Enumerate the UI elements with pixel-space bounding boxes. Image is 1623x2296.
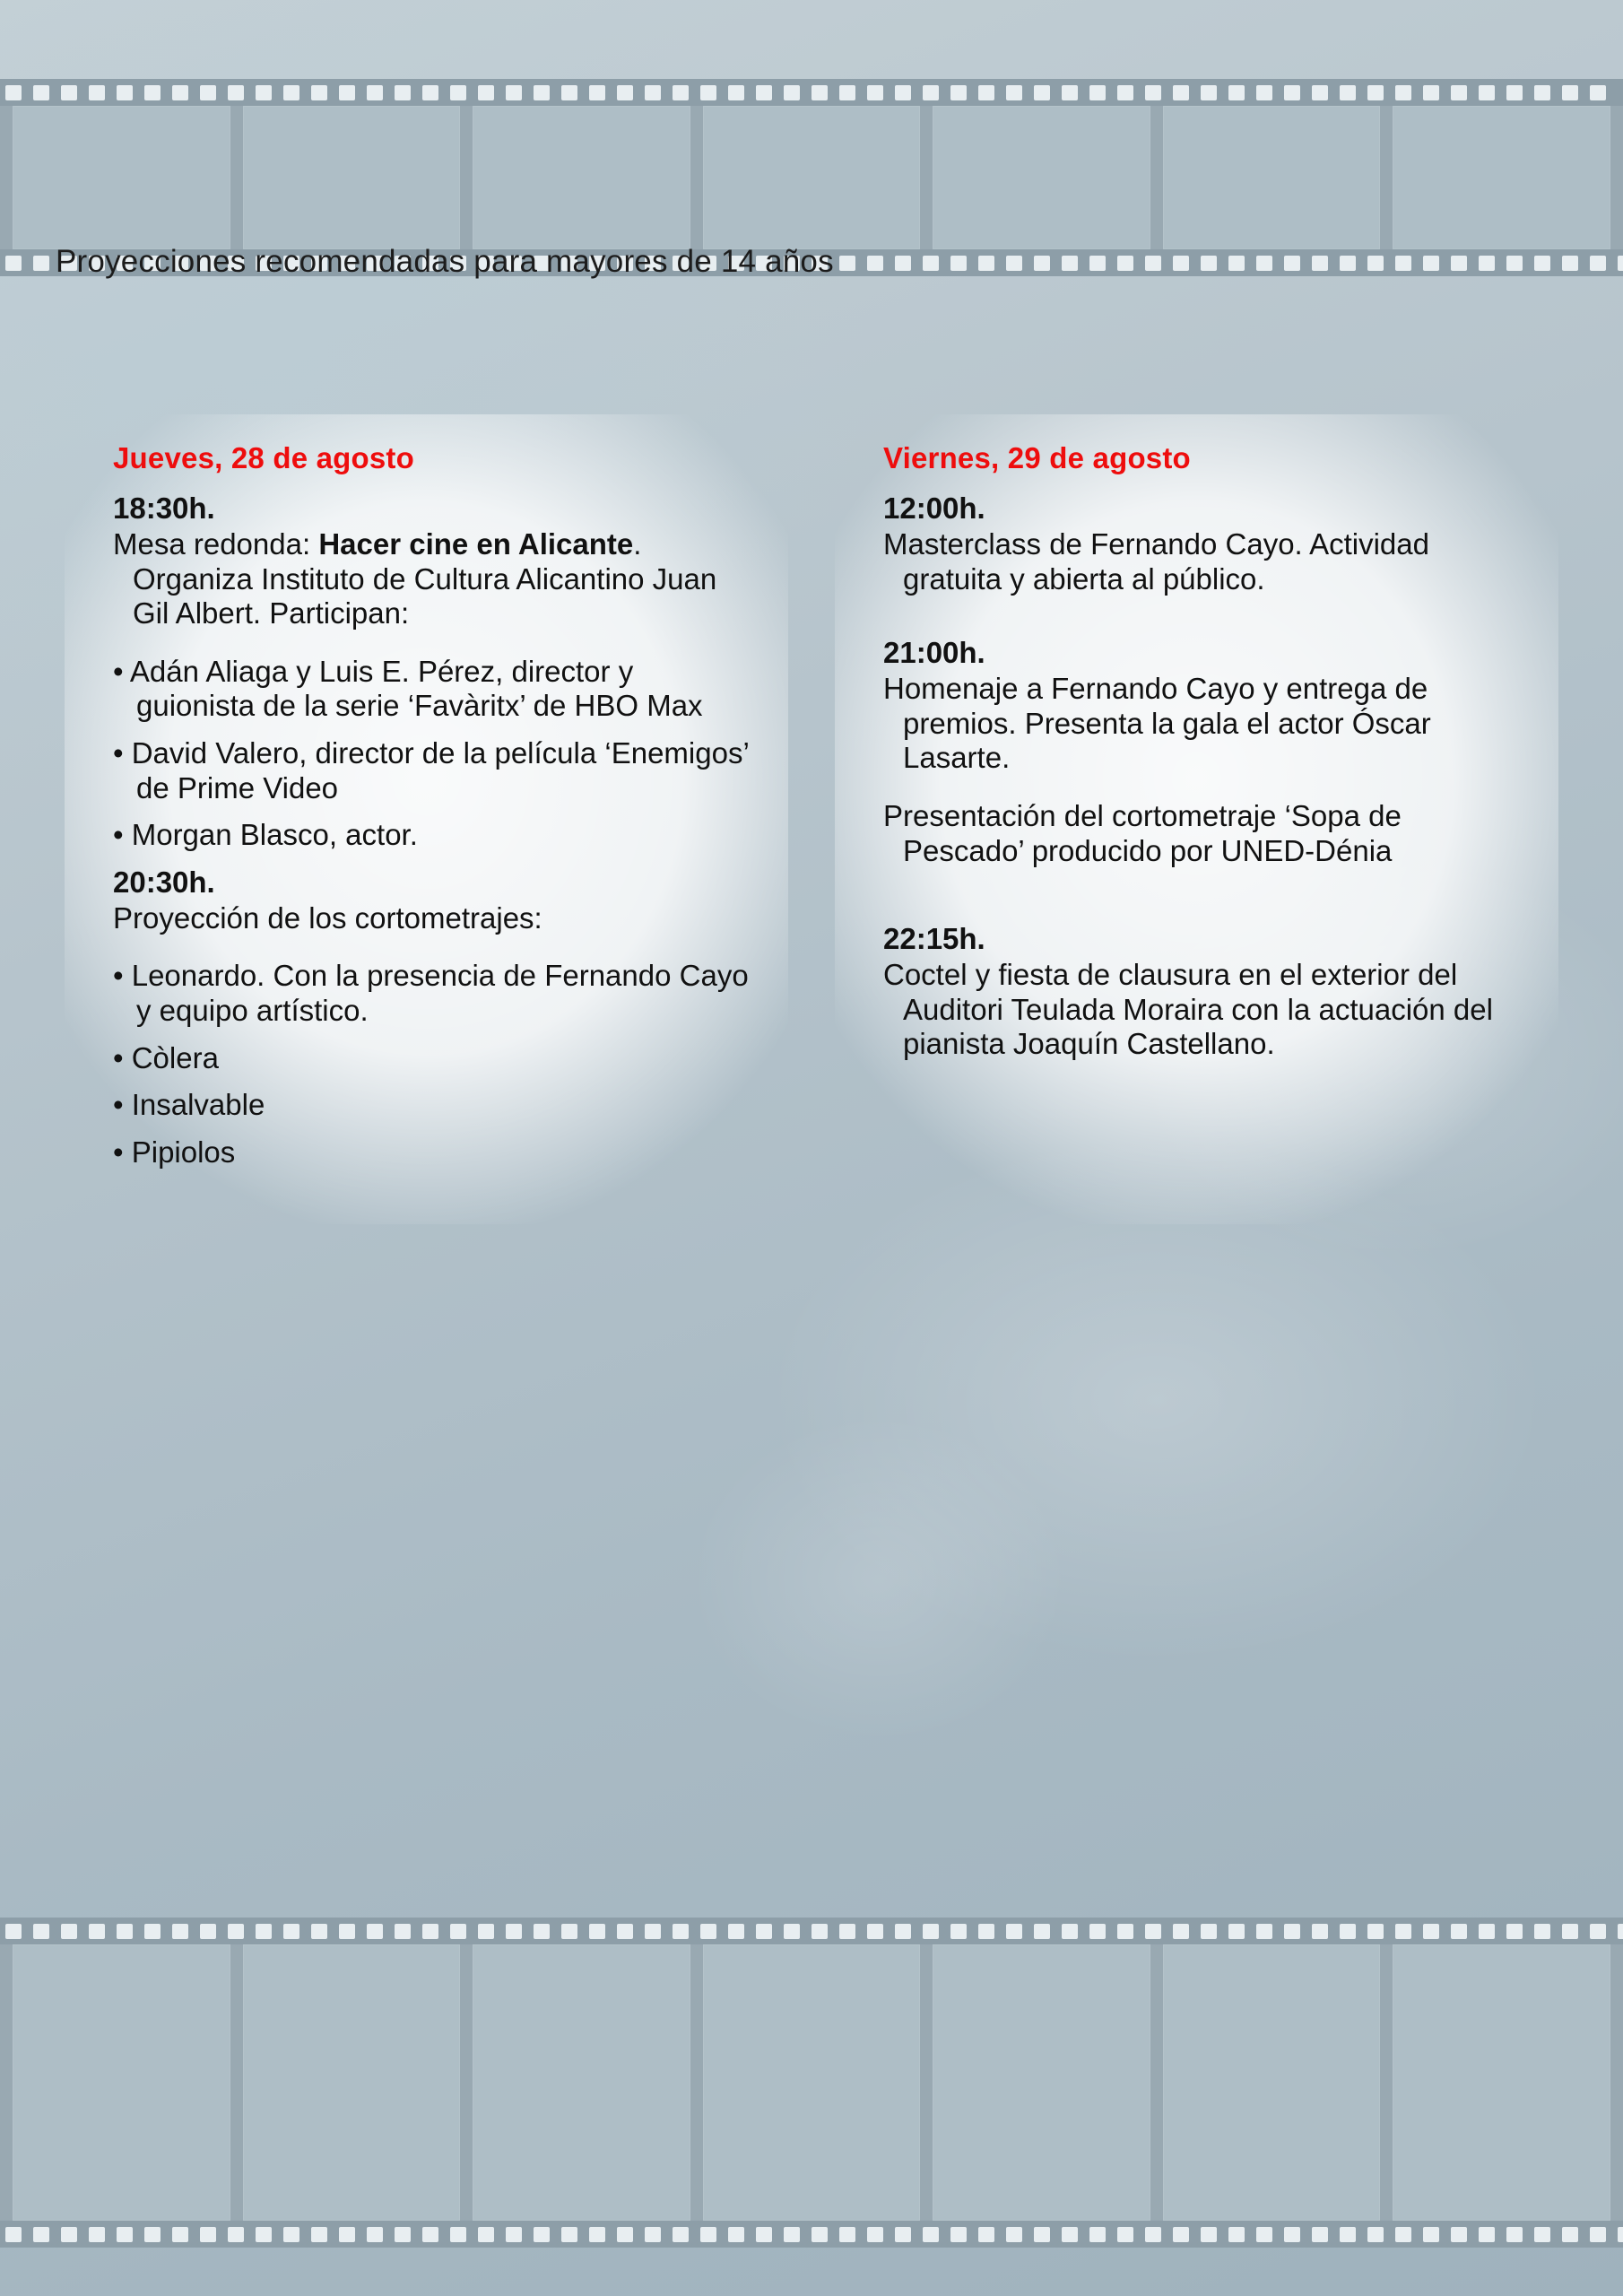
film-perforation [1173,1924,1189,1939]
film-perforation [200,1924,216,1939]
film-perforation [1506,1924,1523,1939]
list-item: • Pipiolos [113,1135,236,1169]
film-perforation-row-bottom [0,2221,1623,2248]
film-perforation [1506,85,1523,100]
film-perforation [450,1924,466,1939]
film-perforation [950,256,967,271]
film-perforation [1534,256,1550,271]
film-perforation [367,85,383,100]
film-frame [473,106,690,249]
film-perforation [1006,2227,1022,2242]
session-time: 18:30h. [113,491,215,525]
film-perforation [1228,1924,1245,1939]
film-frame [13,106,230,249]
film-frame [1393,1944,1610,2221]
film-perforation [1340,1924,1356,1939]
film-perforation [1089,2227,1106,2242]
program-column-friday [835,414,1558,1224]
film-perforation [395,85,411,100]
film-perforation [1089,1924,1106,1939]
film-perforation [1451,85,1467,100]
spacer [95,943,758,959]
spacer [865,783,1528,799]
session-time: 20:30h. [113,865,215,899]
film-perforation [645,2227,661,2242]
session-time: 21:00h. [883,636,985,670]
film-perforation [1062,85,1078,100]
session-text-lead: Mesa redonda: [113,527,319,561]
session-text-emphasis: Hacer cine en Alicante [318,527,634,561]
film-perforation [1312,85,1328,100]
day-title-friday: Viernes, 29 de agosto [883,441,1191,474]
film-perforation [117,2227,133,2242]
film-frame [703,106,921,249]
film-perforation [950,1924,967,1939]
film-perforation [1479,85,1495,100]
film-perforation [422,85,438,100]
film-perforation [784,1924,800,1939]
film-perforation [617,85,633,100]
film-perforation [1201,85,1217,100]
film-perforation [1367,2227,1384,2242]
film-perforation [1590,256,1606,271]
session-description: Presentación del cortometraje ‘Sopa de Pescado’ producido por UNED-Dénia [883,799,1402,867]
film-frame [1163,1944,1381,2221]
film-perforation [283,1924,299,1939]
film-perforation [1256,85,1272,100]
film-perforation [1618,256,1623,271]
film-perforation [812,1924,828,1939]
film-perforation [812,85,828,100]
film-perforation [1117,256,1133,271]
film-perforation [5,1924,22,1939]
session-time: 22:15h. [883,922,985,956]
session-description: Coctel y fiesta de clausura en el exterior del Auditori Teulada Moraira con la actuación del pianista Joaquín Castellano. [883,958,1493,1061]
film-perforation [283,85,299,100]
film-perforation [1228,2227,1245,2242]
film-perforation [812,2227,828,2242]
film-perforation [1618,1924,1623,1939]
film-perforation [978,256,994,271]
film-perforation [478,1924,494,1939]
film-perforation [1089,256,1106,271]
film-perforation [1201,1924,1217,1939]
film-frame [1393,106,1610,249]
film-perforation [228,85,244,100]
film-perforation [33,256,49,271]
film-perforation [784,2227,800,2242]
film-frame [933,106,1150,249]
film-perforation [1006,85,1022,100]
film-perforation [561,1924,577,1939]
film-perforation [1256,2227,1272,2242]
film-perforation [867,85,883,100]
film-perforation [617,1924,633,1939]
film-frames-band-top [0,106,1623,249]
film-perforation [395,2227,411,2242]
session-description [113,527,758,631]
film-perforation [1534,1924,1550,1939]
film-perforation [1367,256,1384,271]
film-perforation [144,85,161,100]
film-perforation [1340,85,1356,100]
film-perforation [895,85,911,100]
film-perforation [1034,85,1050,100]
film-perforation [978,1924,994,1939]
film-perforation [1423,85,1439,100]
film-perforation [700,85,716,100]
film-perforation [534,2227,550,2242]
age-recommendation-note: Proyecciones recomendadas para mayores de 14 años [56,244,834,279]
film-frame [13,1944,230,2221]
film-perforation [867,1924,883,1939]
film-perforation [839,256,855,271]
film-perforation [1367,85,1384,100]
film-perforation [978,2227,994,2242]
film-perforation [339,85,355,100]
film-perforation [61,2227,77,2242]
list-item: • Còlera [113,1040,219,1074]
session-text-tail: . Organiza Instituto de Cultura Alicantino Juan Gil Albert. Participan: [133,527,717,631]
film-perforation [1006,1924,1022,1939]
film-perforation [33,2227,49,2242]
film-frame [703,1944,921,2221]
film-perforation [1395,1924,1411,1939]
film-perforation [172,1924,188,1939]
film-perforation [978,85,994,100]
film-perforation [5,256,22,271]
film-perforation [839,1924,855,1939]
spacer [95,639,758,655]
film-frame [1163,106,1381,249]
film-perforation [895,2227,911,2242]
film-perforation [1506,2227,1523,2242]
film-perforation [589,2227,605,2242]
list-item: • David Valero, director de la película ‘Enemigos’ de Prime Video [113,736,749,804]
film-frame [243,1944,461,2221]
film-perforation [367,1924,383,1939]
film-perforation [144,2227,161,2242]
film-perforation [5,85,22,100]
film-perforation [1590,2227,1606,2242]
film-perforation [1034,2227,1050,2242]
program-column-thursday [65,414,788,1224]
film-perforation [867,2227,883,2242]
film-perforation [1423,1924,1439,1939]
film-perforation [1534,85,1550,100]
film-perforation [1228,256,1245,271]
film-perforation [1284,1924,1300,1939]
film-perforation [1395,85,1411,100]
film-frame [473,1944,690,2221]
film-perforation [645,1924,661,1939]
film-perforation [1173,256,1189,271]
film-perforation [673,2227,689,2242]
film-perforation [728,2227,744,2242]
film-perforation [450,85,466,100]
film-perforation [339,2227,355,2242]
film-perforation [1479,2227,1495,2242]
film-perforation [1117,85,1133,100]
film-perforation [1145,1924,1161,1939]
film-perforation [256,85,272,100]
film-perforation [895,1924,911,1939]
film-perforation [1006,256,1022,271]
film-perforation [422,1924,438,1939]
film-frame [933,1944,1150,2221]
film-frame [243,106,461,249]
film-perforation [1145,2227,1161,2242]
film-perforation [89,1924,105,1939]
film-perforation [923,256,939,271]
film-perforation [1062,256,1078,271]
film-perforation [89,2227,105,2242]
film-perforation [172,2227,188,2242]
film-perforation [1145,85,1161,100]
film-perforation [1062,2227,1078,2242]
film-perforation [61,1924,77,1939]
film-perforation [478,2227,494,2242]
film-perforation [172,85,188,100]
list-item: • Adán Aliaga y Luis E. Pérez, director y guionista de la serie ‘Favàritx’ de HBO Max [113,654,703,723]
film-perforation [1256,1924,1272,1939]
film-perforation [1173,2227,1189,2242]
list-item: • Leonardo. Con la presencia de Fernando Cayo y equipo artístico. [113,959,749,1028]
film-perforation [422,2227,438,2242]
film-perforation [1340,2227,1356,2242]
film-perforation [89,85,105,100]
film-perforation [561,85,577,100]
film-perforation [33,1924,49,1939]
film-perforation [1423,256,1439,271]
film-perforation [923,2227,939,2242]
film-perforation [784,85,800,100]
film-perforation [839,85,855,100]
film-perforation [33,85,49,100]
film-perforation [506,2227,522,2242]
film-perforation [561,2227,577,2242]
film-perforation [339,1924,355,1939]
film-perforation [756,2227,772,2242]
list-item: • Morgan Blasco, actor. [113,818,418,852]
film-perforation [867,256,883,271]
film-perforation [1173,85,1189,100]
film-perforation [1201,2227,1217,2242]
film-perforation [1062,1924,1078,1939]
session-description: Homenaje a Fernando Cayo y entrega de premios. Presenta la gala el actor Óscar Lasarte. [883,672,1431,775]
film-perforation [144,1924,161,1939]
film-perforation [478,85,494,100]
film-perforation [756,1924,772,1939]
film-perforation [1451,1924,1467,1939]
film-perforation [923,1924,939,1939]
film-perforation [1228,85,1245,100]
film-perforation [589,1924,605,1939]
film-perforation [1145,256,1161,271]
film-perforation [728,85,744,100]
film-perforation [228,2227,244,2242]
film-perforation [1451,256,1467,271]
film-frames-band-bottom [0,1944,1623,2221]
film-perforation [700,2227,716,2242]
film-perforation [839,2227,855,2242]
film-perforation-row-top [0,79,1623,106]
film-perforation [1312,2227,1328,2242]
film-perforation [756,85,772,100]
film-perforation [617,2227,633,2242]
film-perforation [1479,1924,1495,1939]
film-perforation [1562,1924,1578,1939]
film-perforation [1562,256,1578,271]
film-perforation [673,1924,689,1939]
film-perforation [283,2227,299,2242]
film-perforation [1590,85,1606,100]
film-perforation [1395,256,1411,271]
program-columns [65,414,1558,1224]
film-perforation [589,85,605,100]
film-perforation [1089,85,1106,100]
film-perforation [645,85,661,100]
film-perforation [1117,1924,1133,1939]
film-perforation [200,85,216,100]
film-perforation [1034,1924,1050,1939]
film-perforation [256,2227,272,2242]
film-perforation [1312,256,1328,271]
list-item: • Insalvable [113,1088,265,1122]
film-perforation [311,1924,327,1939]
film-perforation [1284,85,1300,100]
film-perforation [1451,2227,1467,2242]
film-perforation [1034,256,1050,271]
film-perforation [1367,1924,1384,1939]
film-perforation [506,1924,522,1939]
film-perforation [923,85,939,100]
film-perforation [895,256,911,271]
film-perforation [61,85,77,100]
film-perforation [728,1924,744,1939]
film-perforation [1395,2227,1411,2242]
film-perforation [534,85,550,100]
session-time: 12:00h. [883,491,985,525]
film-perforation [1618,2227,1623,2242]
day-title-thursday: Jueves, 28 de agosto [113,441,414,474]
film-perforation [450,2227,466,2242]
film-perforation [1284,256,1300,271]
film-perforation [673,85,689,100]
film-perforation [534,1924,550,1939]
film-perforation [950,2227,967,2242]
film-perforation [5,2227,22,2242]
film-perforation [1506,256,1523,271]
film-perforation [1534,2227,1550,2242]
film-perforation [1117,2227,1133,2242]
session-description: Proyección de los cortometrajes: [113,900,542,935]
film-perforation [1590,1924,1606,1939]
spacer [865,604,1528,636]
film-perforation [228,1924,244,1939]
film-perforation [395,1924,411,1939]
film-perforation [1284,2227,1300,2242]
film-perforation [1201,256,1217,271]
film-perforation-row-top [0,1918,1623,1944]
film-perforation [1562,85,1578,100]
film-perforation [1256,256,1272,271]
spacer [865,875,1528,922]
film-perforation [1340,256,1356,271]
film-perforation [1312,1924,1328,1939]
film-perforation [1423,2227,1439,2242]
film-perforation [1479,256,1495,271]
film-perforation [117,85,133,100]
film-perforation [1562,2227,1578,2242]
session-description: Masterclass de Fernando Cayo. Actividad gratuita y abierta al público. [883,527,1429,596]
film-perforation [256,1924,272,1939]
film-perforation [700,1924,716,1939]
film-perforation [311,2227,327,2242]
film-strip-bottom [0,1918,1623,2248]
film-perforation [506,85,522,100]
film-perforation [117,1924,133,1939]
film-perforation [200,2227,216,2242]
film-perforation [311,85,327,100]
film-perforation [367,2227,383,2242]
film-perforation [950,85,967,100]
